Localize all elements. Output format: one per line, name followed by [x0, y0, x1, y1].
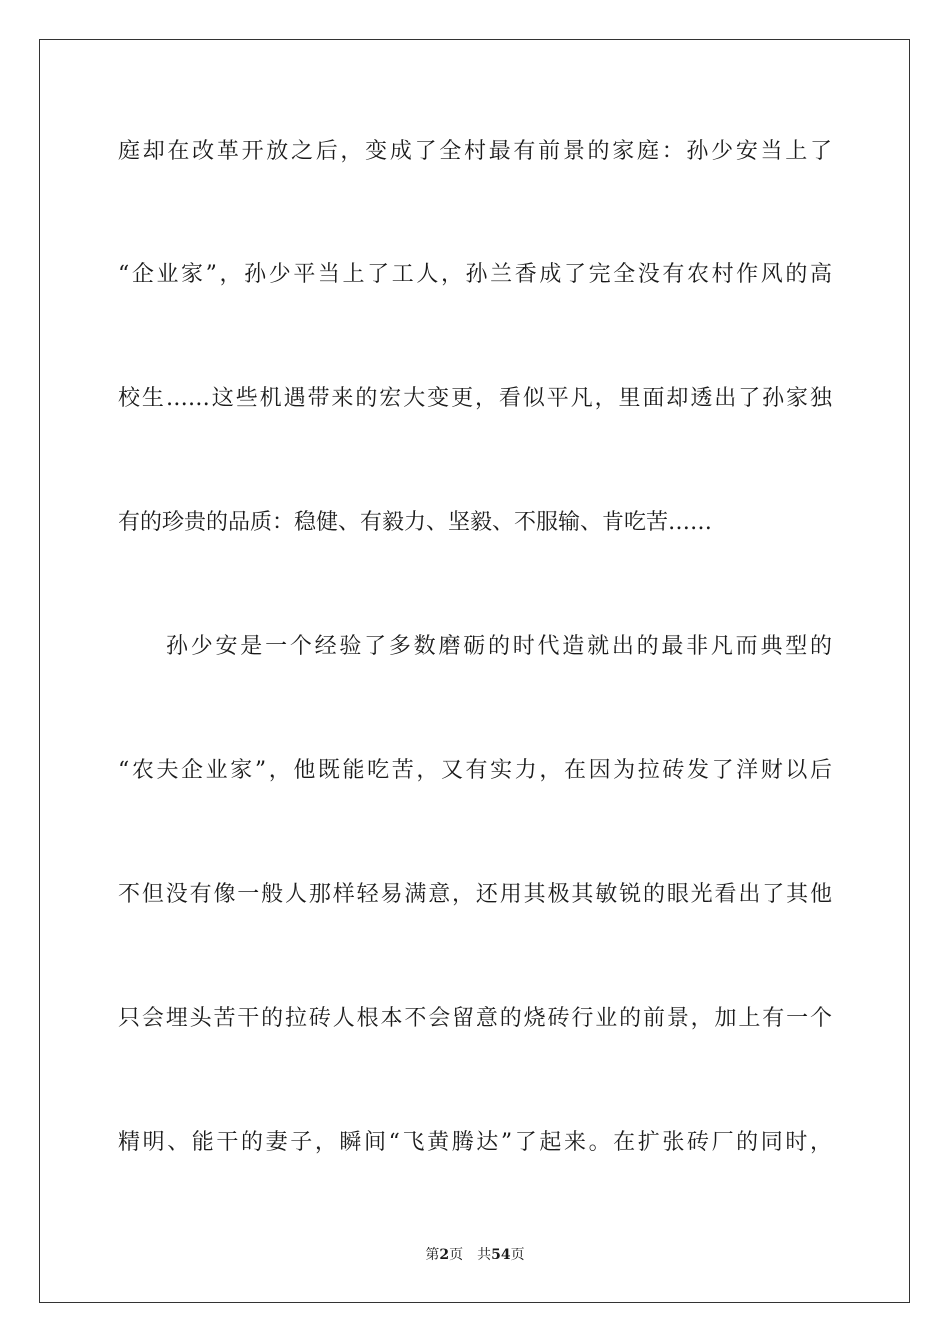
- total-suffix: 页: [510, 1247, 525, 1263]
- page-number: 2: [439, 1247, 450, 1263]
- body-text-line-7: 不但没有像一般人那样轻易满意，还用其极其敏锐的眼光看出了其他: [118, 882, 832, 907]
- total-pages: 54: [491, 1247, 511, 1263]
- body-text-line-1: 庭却在改革开放之后，变成了全村最有前景的家庭：孙少安当上了: [118, 139, 832, 164]
- body-text-line-4: 有的珍贵的品质：稳健、有毅力、坚毅、不服输、肯吃苦……: [118, 510, 713, 535]
- body-text-line-3: 校生……这些机遇带来的宏大变更，看似平凡，里面却透出了孙家独: [118, 386, 832, 411]
- page-suffix: 页: [449, 1247, 464, 1263]
- body-text-line-8: 只会埋头苦干的拉砖人根本不会留意的烧砖行业的前景，加上有一个: [118, 1006, 832, 1031]
- page-footer: [0, 1244, 950, 1264]
- total-prefix: 共: [477, 1247, 492, 1263]
- body-text-line-5: 孙少安是一个经验了多数磨砺的时代造就出的最非凡而典型的: [166, 634, 832, 659]
- body-text-line-9: 精明、能干的妻子，瞬间“飞黄腾达”了起来。在扩张砖厂的同时，: [118, 1130, 832, 1155]
- page-frame: [39, 39, 910, 1303]
- body-text-line-2: “企业家”，孙少平当上了工人，孙兰香成了完全没有农村作风的高: [118, 262, 832, 287]
- body-text-line-6: “农夫企业家”，他既能吃苦，又有实力，在因为拉砖发了洋财以后: [118, 758, 832, 783]
- page-prefix: 第: [425, 1247, 440, 1263]
